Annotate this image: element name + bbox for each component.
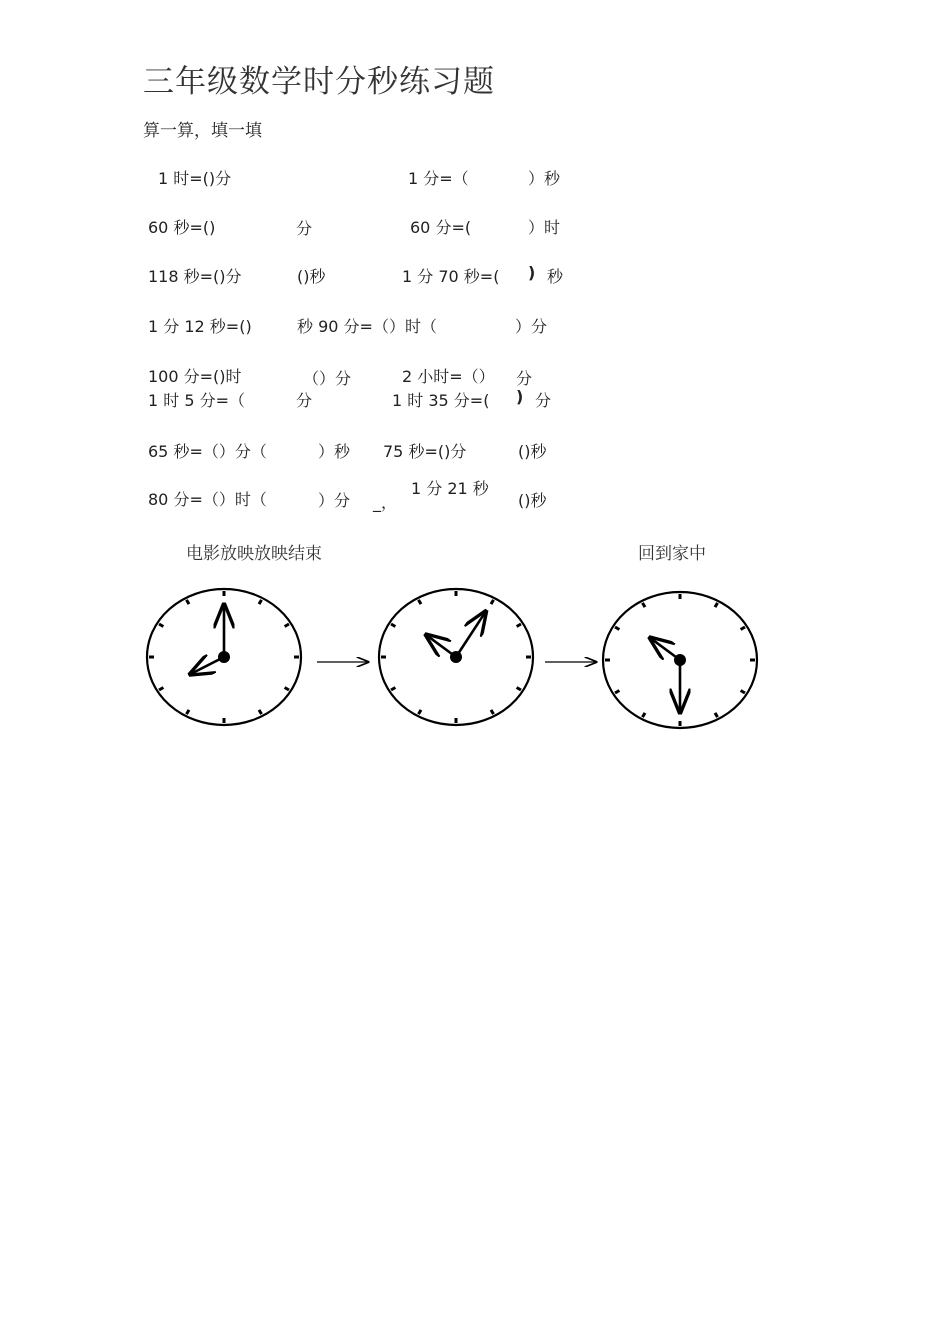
clock-tick bbox=[517, 624, 521, 627]
clock-tick bbox=[259, 710, 262, 714]
clock-tick bbox=[615, 627, 619, 630]
exercise-item: 1 时 5 分=（ bbox=[148, 391, 246, 410]
clock-tick bbox=[491, 710, 494, 714]
clock-center bbox=[450, 651, 462, 663]
clock-2 bbox=[379, 589, 533, 725]
exercise-item: ()秒 bbox=[297, 267, 326, 286]
exercise-item: 秒 bbox=[547, 267, 564, 286]
clock-tick bbox=[643, 713, 646, 717]
clock-tick bbox=[159, 624, 163, 627]
exercise-item: 75 秒=()分 bbox=[383, 442, 467, 461]
exercise-item: 1 分 12 秒=() bbox=[148, 317, 252, 336]
clock-tick bbox=[187, 710, 190, 714]
exercise-item: 118 秒=()分 bbox=[148, 267, 242, 286]
clock-tick bbox=[491, 600, 494, 604]
exercise-item: ）时 bbox=[528, 218, 561, 237]
clock-tick bbox=[615, 691, 619, 694]
clock-tick bbox=[259, 600, 262, 604]
clock-tick bbox=[643, 603, 646, 607]
clock-tick bbox=[285, 688, 289, 691]
section-heading: 算一算，填一填 bbox=[143, 121, 262, 141]
clock-center bbox=[218, 651, 230, 663]
exercise-item: ）秒 bbox=[318, 442, 351, 461]
exercise-item: 100 分=()时 bbox=[148, 367, 242, 386]
exercise-item: 80 分=（）时（ bbox=[148, 490, 267, 509]
exercise-item: ()秒 bbox=[518, 442, 547, 461]
exercise-item: 60 秒=() bbox=[148, 218, 216, 237]
page-title: 三年级数学时分秒练习题 bbox=[143, 64, 495, 100]
caption-movie-end: 电影放映放映结束 bbox=[186, 544, 322, 564]
exercise-item: 分 bbox=[535, 391, 552, 410]
clock-tick bbox=[715, 713, 718, 717]
exercise-item: 2 小时=（） bbox=[402, 367, 495, 386]
exercise-item: 秒 90 分=（）时（ bbox=[297, 317, 437, 336]
exercise-item: 1 分 21 秒 bbox=[411, 479, 489, 498]
exercise-item: ）分 bbox=[318, 491, 351, 510]
exercise-item: 1 时 35 分=( bbox=[392, 391, 490, 410]
minute-hand bbox=[456, 612, 485, 657]
clock-tick bbox=[187, 600, 190, 604]
exercise-item: 60 分=( bbox=[410, 218, 472, 237]
clock-tick bbox=[159, 688, 163, 691]
exercise-item: ）分 bbox=[515, 317, 548, 336]
clock-tick bbox=[285, 624, 289, 627]
exercise-item: ) bbox=[528, 263, 536, 282]
exercise-item: 分 bbox=[296, 391, 313, 410]
exercise-item: 1 时=()分 bbox=[158, 169, 232, 188]
clock-tick bbox=[419, 600, 422, 604]
clock-tick bbox=[391, 624, 395, 627]
clock-tick bbox=[741, 627, 745, 630]
clock-3 bbox=[603, 592, 757, 728]
exercise-item: 65 秒=（）分（ bbox=[148, 442, 267, 461]
clock-center bbox=[674, 654, 686, 666]
clock-tick bbox=[419, 710, 422, 714]
exercise-item: _， bbox=[373, 493, 398, 512]
exercise-item: ()秒 bbox=[518, 491, 547, 510]
clock-tick bbox=[715, 603, 718, 607]
exercise-item: 分 bbox=[516, 369, 533, 388]
clock-tick bbox=[391, 688, 395, 691]
caption-home: 回到家中 bbox=[638, 544, 706, 564]
exercise-item: 1 分=（ bbox=[408, 169, 469, 188]
exercise-item: （）分 bbox=[303, 369, 352, 388]
exercise-item: ）秒 bbox=[528, 169, 561, 188]
clocks-figure bbox=[140, 575, 780, 745]
exercise-item: 1 分 70 秒=( bbox=[402, 267, 500, 286]
exercise-item: 分 bbox=[296, 219, 313, 238]
exercise-item: ) bbox=[516, 387, 524, 406]
clock-tick bbox=[741, 691, 745, 694]
clock-tick bbox=[517, 688, 521, 691]
clock-1 bbox=[147, 589, 301, 725]
